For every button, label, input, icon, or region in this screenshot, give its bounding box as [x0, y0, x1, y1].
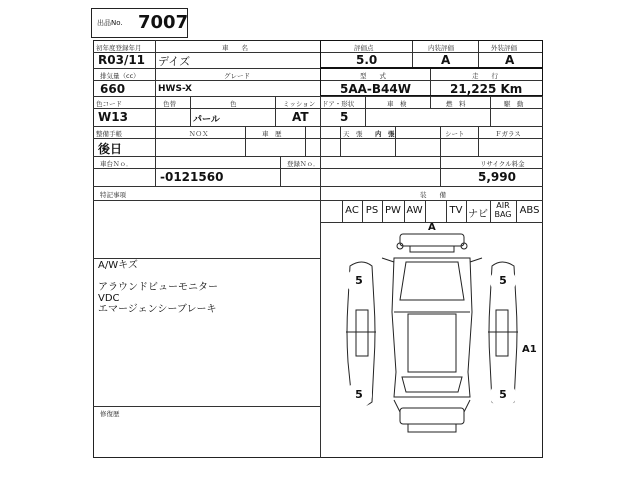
recycle-fee-value: 5,990: [478, 170, 516, 184]
transmission-value: AT: [292, 110, 309, 124]
remark-line-1: A/Wキズ: [98, 260, 138, 271]
tire-front-left-score: 5: [346, 268, 372, 294]
header-transmission: ミッション: [283, 100, 316, 108]
tire-front-right-score: 5: [490, 268, 516, 294]
equipment-ps: PS: [365, 205, 379, 216]
interior-grade-value: A: [441, 53, 451, 67]
chassis-number-value: -0121560: [160, 170, 224, 184]
header-fuel: 燃 料: [446, 100, 466, 108]
header-interior-grade: 内装評価: [428, 44, 454, 52]
header-repaint: 色替: [163, 100, 176, 108]
lot-label: 出品No.: [97, 19, 123, 27]
header-history: 車 歴: [262, 130, 282, 138]
mileage-value: 21,225 Km: [450, 82, 523, 96]
first-registration-value: R03/11: [98, 53, 146, 67]
car-damage-diagram: [322, 222, 542, 458]
header-remarks: 特記事項: [100, 191, 126, 199]
model-value: 5AA-B44W: [340, 82, 411, 96]
displacement-value: 660: [100, 82, 126, 96]
color-value: パール: [193, 115, 220, 125]
header-registration-number: 登録Ｎｏ．: [287, 160, 320, 168]
tire-rear-right-score: 5: [490, 382, 516, 408]
grade-value: HWS-X: [158, 84, 192, 94]
lot-number: 7007: [138, 12, 189, 33]
maintenance-record-value: 後日: [98, 142, 123, 156]
header-equipment: 装 備: [420, 191, 446, 199]
header-grade: グレード: [224, 72, 250, 80]
header-repair-history: 修復歴: [100, 410, 120, 418]
tire-rear-left-score: 5: [346, 382, 372, 408]
car-name-value: デイズ: [158, 55, 191, 68]
header-drive: 駆 動: [504, 100, 524, 108]
header-nox: ＮＯＸ: [189, 130, 209, 138]
exterior-grade-value: A: [505, 53, 515, 67]
header-displacement: 排気量（cc）: [100, 72, 140, 80]
header-recycle-fee: リサイクル料金: [480, 160, 525, 168]
header-model: 型 式: [360, 72, 386, 80]
remark-line-3: アラウンドビューモニター: [98, 282, 218, 293]
car-outline: [322, 222, 542, 458]
header-maintenance-record: 整備手帳: [96, 130, 122, 138]
header-exterior-grade: 外装評価: [491, 44, 517, 52]
lot-number-box: [91, 8, 188, 38]
color-code-value: W13: [98, 110, 128, 124]
equipment-tv: TV: [449, 205, 463, 216]
equipment-aw: AW: [406, 205, 423, 216]
front-damage-mark: A: [428, 222, 436, 233]
equipment-navi: ナビ: [468, 209, 488, 220]
header-car-name: 車 名: [222, 44, 248, 52]
header-color-code: 色コード: [96, 100, 122, 108]
header-inspection: 車 検: [387, 100, 407, 108]
score-value: 5.0: [356, 53, 378, 67]
remark-line-5: エマージェンシーブレーキ: [98, 304, 217, 315]
header-seat: シート: [445, 130, 465, 138]
equipment-abs: ABS: [519, 205, 540, 216]
header-front-glass: Ｆガラス: [495, 130, 521, 138]
header-roof-lining: 天 張: [343, 130, 363, 138]
header-mileage: 走 行: [472, 72, 498, 80]
equipment-pw: PW: [385, 205, 401, 216]
equipment-airbag: AIR BAG: [494, 201, 512, 219]
header-first-registration: 初年度登録年月: [96, 44, 142, 52]
header-score: 評価点: [354, 44, 374, 52]
header-inner-lining: 内 張: [375, 130, 395, 138]
equipment-ac: AC: [345, 205, 359, 216]
header-color: 色: [230, 100, 237, 108]
side-damage-mark: A1: [522, 344, 537, 355]
remark-line-4: VDC: [98, 293, 120, 304]
header-chassis-number: 車台Ｎｏ．: [100, 160, 133, 168]
door-value: 5: [340, 110, 349, 124]
header-door-shape: ドア・形状: [322, 100, 355, 108]
